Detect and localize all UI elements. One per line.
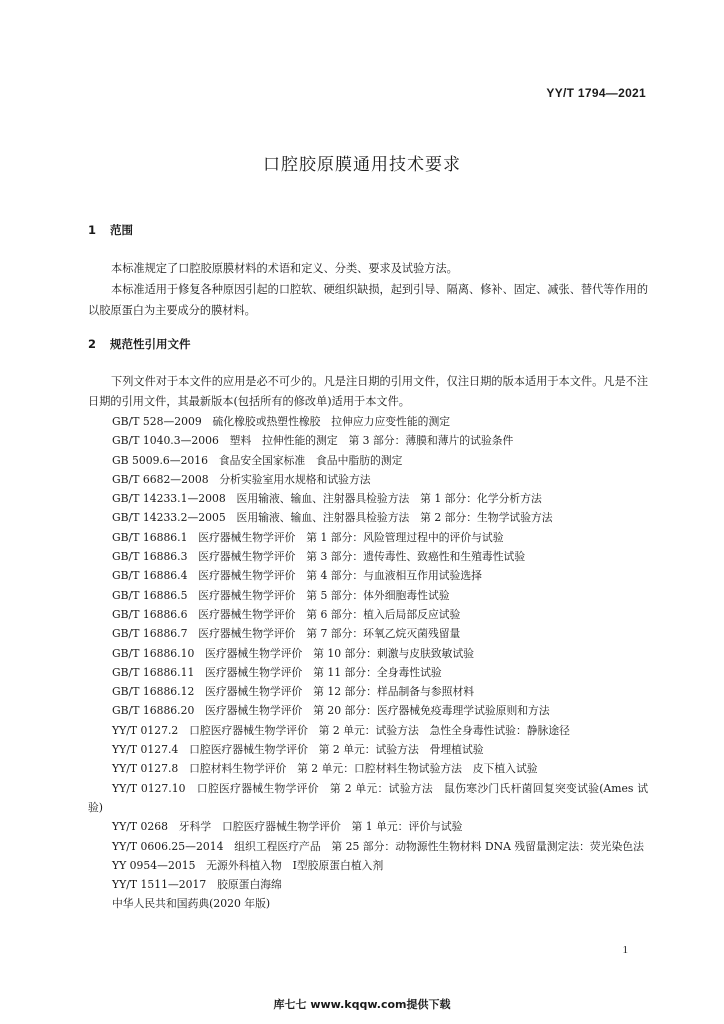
reference-item: GB/T 528—2009 硫化橡胶或热塑性橡胶 拉伸应力应变性能的测定 [112, 415, 451, 428]
reference-item: YY/T 0268 牙科学 口腔医疗器械生物学评价 第 1 单元：评价与试验 [112, 820, 463, 834]
reference-item: GB/T 16886.12 医疗器械生物学评价 第 12 部分：样品制备与参照材料 [112, 685, 475, 699]
reference-item: YY/T 0127.10 口腔医疗器械生物学评价 第 2 单元：试验方法 鼠伤寒沙门氏杆菌回复突变试验(Ames 试验) [88, 781, 648, 814]
reference-item: YY/T 0606.25—2014 组织工程医疗产品 第 25 部分：动物源性生物材料 DNA 残留量测定法：荧光染色法 [112, 839, 644, 853]
reference-item: YY/T 0127.8 口腔材料生物学评价 第 2 单元：口腔材料生物试验方法 皮下植入试验 [112, 762, 538, 776]
section-2-heading [88, 336, 191, 352]
header-standard-code: YY/T 1794—2021 [546, 86, 646, 100]
reference-item: GB/T 6682—2008 分析实验室用水规格和试验方法 [112, 472, 371, 486]
reference-item: GB/T 16886.1 医疗器械生物学评价 第 1 部分：风险管理过程中的评价与试验 [112, 530, 504, 544]
reference-item: GB/T 14233.1—2008 医用输液、输血、注射器具检验方法 第 1 部分：化学分析方法 [112, 492, 542, 506]
reference-item: GB/T 16886.6 医疗器械生物学评价 第 6 部分：植入后局部反应试验 [112, 607, 461, 621]
reference-item: GB/T 16886.10 医疗器械生物学评价 第 10 部分：刺激与皮肤致敏试验 [112, 646, 475, 660]
download-watermark: 库七七 www.kqqw.com提供下载 [273, 998, 451, 1011]
section-number: 1 [88, 223, 97, 237]
reference-item: YY 0954—2015 无源外科植入物 Ⅰ型胶原蛋白植入剂 [112, 858, 384, 872]
reference-list [88, 412, 648, 914]
reference-item: GB/T 16886.5 医疗器械生物学评价 第 5 部分：体外细胞毒性试验 [112, 588, 450, 602]
section-1-heading [88, 222, 133, 238]
normative-references-intro: 下列文件对于本文件的应用是必不可少的。凡是注日期的引用文件，仅注日期的版本适用于本文件。凡是不注日期的引用文件，其最新版本(包括所有的修改单)适用于本文件。 [88, 375, 649, 408]
reference-item: 中华人民共和国药典(2020 年版) [112, 897, 271, 911]
page-number: 1 [622, 944, 628, 956]
reference-item: YY/T 0127.2 口腔医疗器械生物学评价 第 2 单元：试验方法 急性全身毒性试验：静脉途径 [112, 723, 570, 737]
section-number: 2 [88, 337, 97, 351]
reference-item: GB/T 14233.2—2005 医用输液、输血、注射器具检验方法 第 2 部分：生物学试验方法 [112, 511, 553, 525]
document-title: 口腔胶原膜通用技术要求 [263, 155, 461, 175]
section-title: 范围 [110, 223, 134, 237]
reference-item: GB/T 16886.11 医疗器械生物学评价 第 11 部分：全身毒性试验 [112, 665, 442, 679]
scope-paragraph-2: 本标准适用于修复各种原因引起的口腔软、硬组织缺损，起到引导、隔离、修补、固定、减张、替代等作用的以胶原蛋白为主要成分的膜材料。 [88, 283, 649, 317]
reference-item: GB/T 16886.20 医疗器械生物学评价 第 20 部分：医疗器械免疫毒理学试验原则和方法 [112, 704, 550, 718]
reference-item: GB/T 1040.3—2006 塑料 拉伸性能的测定 第 3 部分：薄膜和薄片的试验条件 [112, 434, 514, 448]
reference-item: YY/T 0127.4 口腔医疗器械生物学评价 第 2 单元：试验方法 骨埋植试验 [112, 743, 484, 757]
reference-item: GB 5009.6—2016 食品安全国家标准 食品中脂肪的测定 [112, 453, 403, 467]
reference-item: GB/T 16886.7 医疗器械生物学评价 第 7 部分：环氧乙烷灭菌残留量 [112, 627, 461, 641]
reference-item: GB/T 16886.4 医疗器械生物学评价 第 4 部分：与血液相互作用试验选择 [112, 569, 482, 583]
reference-item: YY/T 1511—2017 胶原蛋白海绵 [112, 878, 282, 892]
section-title: 规范性引用文件 [110, 337, 191, 351]
scope-paragraph-1: 本标准规定了口腔胶原膜材料的术语和定义、分类、要求及试验方法。 [111, 262, 458, 275]
reference-item: GB/T 16886.3 医疗器械生物学评价 第 3 部分：遗传毒性、致癌性和生殖毒性试验 [112, 550, 526, 564]
